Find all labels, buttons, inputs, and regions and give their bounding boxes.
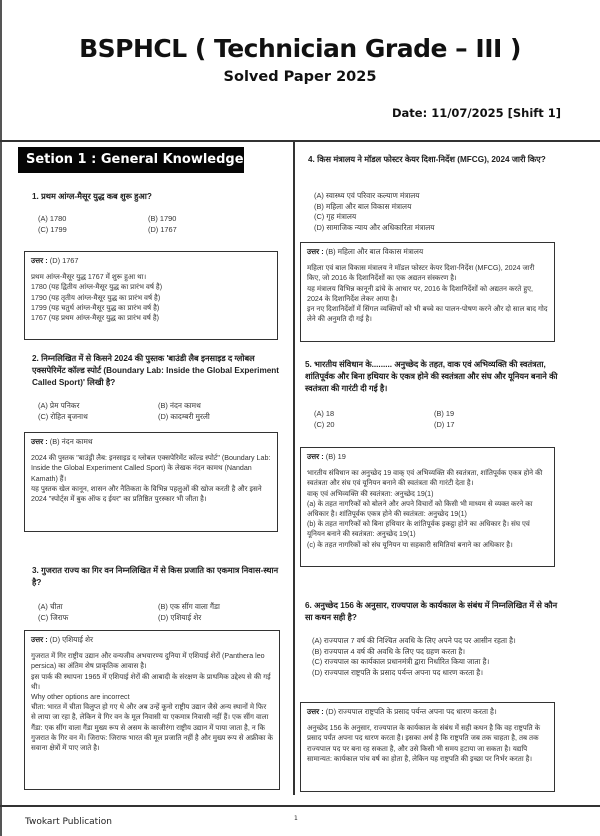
explanation-line: यह पुस्तक खेल कानून, शासन और नैतिकता के विभिन्न पहलुओं की खोज करती है और इसने 2024 "स्पोर्ट्स में बुक ऑफ द ईयर" का प्रतिष्ठित पुरस्कार भी जीता है। xyxy=(31,484,262,504)
option-d: (D) 1767 xyxy=(148,224,177,234)
question-4: 4. किस मंत्रालय ने मॉडल फोस्टर केयर दिशा-निर्देश (MFCG), 2024 जारी किए? xyxy=(308,155,546,164)
explanation-line: प्रथम आंग्ल-मैसूर युद्ध 1767 में शुरू हुआ था। xyxy=(31,273,147,282)
option-d: (D) 17 xyxy=(434,419,455,429)
option-b: (B) एक सींग वाला गैंडा xyxy=(158,602,220,611)
answer-label: उत्तर : xyxy=(307,452,324,461)
answer-heading xyxy=(31,437,271,447)
option-b: (B) 19 xyxy=(434,409,455,418)
option-c: (C) 20 xyxy=(314,419,335,429)
answer-value: (D) 1767 xyxy=(49,256,79,265)
answer-heading xyxy=(307,452,548,462)
page-number: 1 xyxy=(294,815,298,822)
answer-label: उत्तर : xyxy=(307,707,324,716)
paper-subtitle: Solved Paper 2025 xyxy=(223,69,377,85)
answer-value: (B) 19 xyxy=(325,452,346,461)
answer-heading xyxy=(307,247,548,257)
explanation-line: 2024 की पुस्तक "बाउंड्री लैब: इनसाइड द ग्लोबल एक्सपेरिमेंट कॉल्ड स्पोर्ट" (Boundary Lab: Inside the Global Experiment Called Sport) के लेखक नंदन कामथ (Nandan Kamath) हैं। xyxy=(31,454,271,483)
question-6: 6. अनुच्छेद 156 के अनुसार, राज्यपाल के कार्यकाल के संबंध में निम्नलिखित में से कौन सा कथन सही है? xyxy=(305,601,558,622)
explanation-line: गुजरात में गिर राष्ट्रीय उद्यान और वन्यजीव अभयारण्य दुनिया में एशियाई शेरों (Panthera leo persica) का अंतिम शेष प्राकृतिक आवास है। xyxy=(31,652,265,671)
exam-date: Date: 11/07/2025 [Shift 1] xyxy=(392,106,562,120)
explanation-line: (a) के तहत नागरिकों को बोलने और अपने विचारों को किसी भी माध्यम से व्यक्त करने का अधिकार है। शांतिपूर्वक एकत्र होने की स्वतंत्रता: अनुच्छेद 19(1) xyxy=(307,499,533,519)
option-c: (C) जिराफ xyxy=(38,612,69,622)
answer-box-3 xyxy=(24,630,280,790)
option-c: (C) 1799 xyxy=(38,224,67,234)
explanation-line: 1780 (यह द्वितीय आंग्ल-मैसूर युद्ध का प्रारंभ वर्ष है) xyxy=(31,283,163,292)
column-divider xyxy=(293,140,295,795)
answer-heading xyxy=(31,256,271,266)
answer-heading xyxy=(307,707,548,717)
question-1-options xyxy=(38,214,258,235)
option-b: (B) 1790 xyxy=(148,214,177,223)
question-4-options xyxy=(314,191,574,233)
option-a: (A) 18 xyxy=(314,409,335,418)
question-1: 1. प्रथम आंग्ल-मैसूर युद्ध कब शुरू हुआ? xyxy=(32,192,152,201)
answer-label: उत्तर : xyxy=(307,247,324,256)
answer-label: उत्तर : xyxy=(31,635,48,644)
answer-heading xyxy=(31,635,273,645)
header-divider xyxy=(0,140,600,142)
explanation-line: इस पार्क की स्थापना 1965 में एशियाई शेरों की आबादी के संरक्षण के प्राथमिक उद्देश्य से की गई थी। xyxy=(31,672,271,691)
option-d: (D) एशियाई शेर xyxy=(158,612,202,622)
answer-box-4 xyxy=(300,242,555,342)
explanation-line: (c) के तहत नागरिकों को संघ यूनियन या सहकारी समितियां बनाने का अधिकार है। xyxy=(307,540,513,549)
explanation-line: भारतीय संविधान का अनुच्छेद 19 वाक् एवं अभिव्यक्ति की स्वतंत्रता, शांतिपूर्वक एकत्र होने की स्वतंत्रता और संघ एवं यूनियन बनाने की स्वतंत्रता की गारंटी देता है। xyxy=(307,469,543,488)
option-a: (A) 1780 xyxy=(38,214,67,223)
option-b: (B) महिला और बाल विकास मंत्रालय xyxy=(314,201,412,211)
option-a: (A) चीता xyxy=(38,602,63,611)
option-a: (A) राज्यपाल 7 वर्ष की निश्चित अवधि के लिए अपने पद पर आसीन रहता है। xyxy=(312,636,516,645)
answer-value: (B) नंदन कामथ xyxy=(49,437,93,446)
option-d: (D) राज्यपाल राष्ट्रपति के प्रसाद पर्यन्त अपना पद धारण करता है। xyxy=(312,667,483,677)
option-a: (A) प्रेम पनिकर xyxy=(38,401,80,410)
answer-label: उत्तर : xyxy=(31,437,48,446)
answer-value: (D) राज्यपाल राष्ट्रपति के प्रसाद पर्यन्त अपना पद धारण करता है। xyxy=(325,707,497,716)
question-5-options xyxy=(314,409,554,430)
question-3: 3. गुजरात राज्य का गिर वन निम्नलिखित में से किस प्रजाति का एकमात्र निवास-स्थान है? xyxy=(32,566,279,587)
explanation-line: यह मंत्रालय विभिन्न कानूनी ढांचे के आधार पर, 2016 के दिशानिर्देशों को अद्यतन करते हुए, 2024 के दिशानिर्देश लेकर आया है। xyxy=(307,284,533,303)
question-2-options xyxy=(38,401,278,422)
option-c: (C) गृह मंत्रालय xyxy=(314,212,357,221)
explanation-line: चीता: भारत में चीता विलुप्त हो गए थे और अब उन्हें कूनो राष्ट्रीय उद्यान जैसे अन्य स्थानों मे फिर से लाया जा रहा है, लेकिन वे गिर वन के मूल निवासी या एकमात्र निवासी नहीं हैं। एक सींग वाला गैंडा: एक सींग वाला गैंडा मुख्य रूप से असम के काजीरंगा राष्ट्रीय उद्यान में पाया जाता है, न कि गुजरात के गिर वन में। जिराफ: जिराफ भारत की मूल प्रजाति नहीं है और मुख्य रूप से अफ्रीका के सवाना क्षेत्रों में पाए जाते है। xyxy=(31,703,273,753)
option-c: (C) राज्यपाल का कार्यकाल प्रधानमंत्री द्वारा निर्धारित किया जाता है। xyxy=(312,657,490,666)
explanation-subheading: Why other options are incorrect xyxy=(31,693,130,702)
explanation-line: अनुच्छेद 156 के अनुसार, राज्यपाल के कार्यकाल के संबंध में सही कथन है कि वह राष्ट्रपति के प्रसाद पर्यंत अपना पद धारण करता है। इसका अर्थ है कि राष्ट्रपति जब तक चाहता है, तब तक राज्यपाल पद पर बना रह सकता है, और उसे किसी भी समय हटाया जा सकता है। यद्यपि सामान्यत: कार्यकाल पांच वर्ष का होता है, लेकिन यह राष्ट्रपति की इच्छा पर निर्भर करता है। xyxy=(307,724,541,763)
option-b: (B) नंदन कामथ xyxy=(158,401,201,410)
answer-value: (B) महिला और बाल विकास मंत्रालय xyxy=(325,247,424,256)
question-5: 5. भारतीय संविधान के......... अनुच्छेद के तहत, वाक एवं अभिव्यक्ति की स्वतंत्रता, शांतिपूर्वक और बिना हथियार के एकत्र होने की स्वतंत्रता और संघ और यूनियन बनाने की स्वतंत्रता की गारंटी दी गई है। xyxy=(305,360,558,393)
footer-divider xyxy=(0,805,600,807)
option-b: (B) राज्यपाल 4 वर्ष की अवधि के लिए पद ग्रहण करता है। xyxy=(312,646,466,656)
explanation-line: 1799 (यह चतुर्थ आंग्ल-मैसूर युद्ध का प्रारंभ वर्ष है) xyxy=(31,303,160,312)
answer-box-6 xyxy=(300,702,555,792)
answer-value: (D) एशियाई शेर xyxy=(49,635,94,644)
explanation-line: वाक् एवं अभिव्यक्ति की स्वतंत्रता: अनुच्छेद 19(1) xyxy=(307,489,434,498)
option-d: (D) कादम्बरी मुरली xyxy=(158,411,210,421)
page-header xyxy=(0,0,600,140)
paper-title: BSPHCL ( Technician Grade – III ) xyxy=(79,34,521,63)
question-3-options xyxy=(38,602,278,623)
option-a: (A) स्वास्थ्य एवं परिवार कल्याण मंत्रालय xyxy=(314,191,420,200)
explanation-line: 1790 (यह तृतीय आंग्ल-मैसूर युद्ध का प्रारंभ वर्ष है) xyxy=(31,293,161,302)
answer-box-1 xyxy=(24,251,278,340)
explanation-line: इन नए दिशानिर्देशों में सिंगल व्यक्तियों को भी बच्चे का पालन-पोषण करने और दो साल बाद गोद लेने की अनुमति दी गई है। xyxy=(307,305,548,324)
publisher-name: Twokart Publication xyxy=(25,817,112,827)
option-c: (C) रोहित बृजनाथ xyxy=(38,411,88,421)
option-d: (D) सामाजिक न्याय और अधिकारिता मंत्रालय xyxy=(314,222,435,232)
answer-box-5 xyxy=(300,447,555,567)
question-6-options xyxy=(312,636,582,678)
explanation-line: (b) के तहत नागरिकों को बिना हथियार के शांतिपूर्वक इकट्ठा होने का अधिकार है। संघ एवं यूनियन बनाने की स्वतंत्रता: अनुच्छेद 19(1) xyxy=(307,520,530,539)
explanation-line: महिला एवं बाल विकास मंत्रालय ने मॉडल फोस्टर केयर दिशा-निर्देश (MFCG), 2024 जारी किए, जो 2016 के दिशानिर्देशों का एक अद्यतन संस्करण है। xyxy=(307,264,535,283)
explanation-line: 1767 (यह प्रथम आंग्ल-मैसूर युद्ध का प्रारंभ वर्ष है) xyxy=(31,314,159,323)
section-title: Setion 1 : General Knowledge xyxy=(18,147,244,173)
question-2: 2. निम्नलिखित में से किसने 2024 की पुस्तक 'बाउंडी लैब इनसाइड द ग्लोबल एक्सपेरिमेंट कॉल्ड स्पोर्ट (Boundary Lab: Inside the Global Experiment Called Sport)' लिखी है? xyxy=(32,354,280,387)
answer-label: उत्तर : xyxy=(31,256,48,265)
answer-box-2 xyxy=(24,432,278,532)
